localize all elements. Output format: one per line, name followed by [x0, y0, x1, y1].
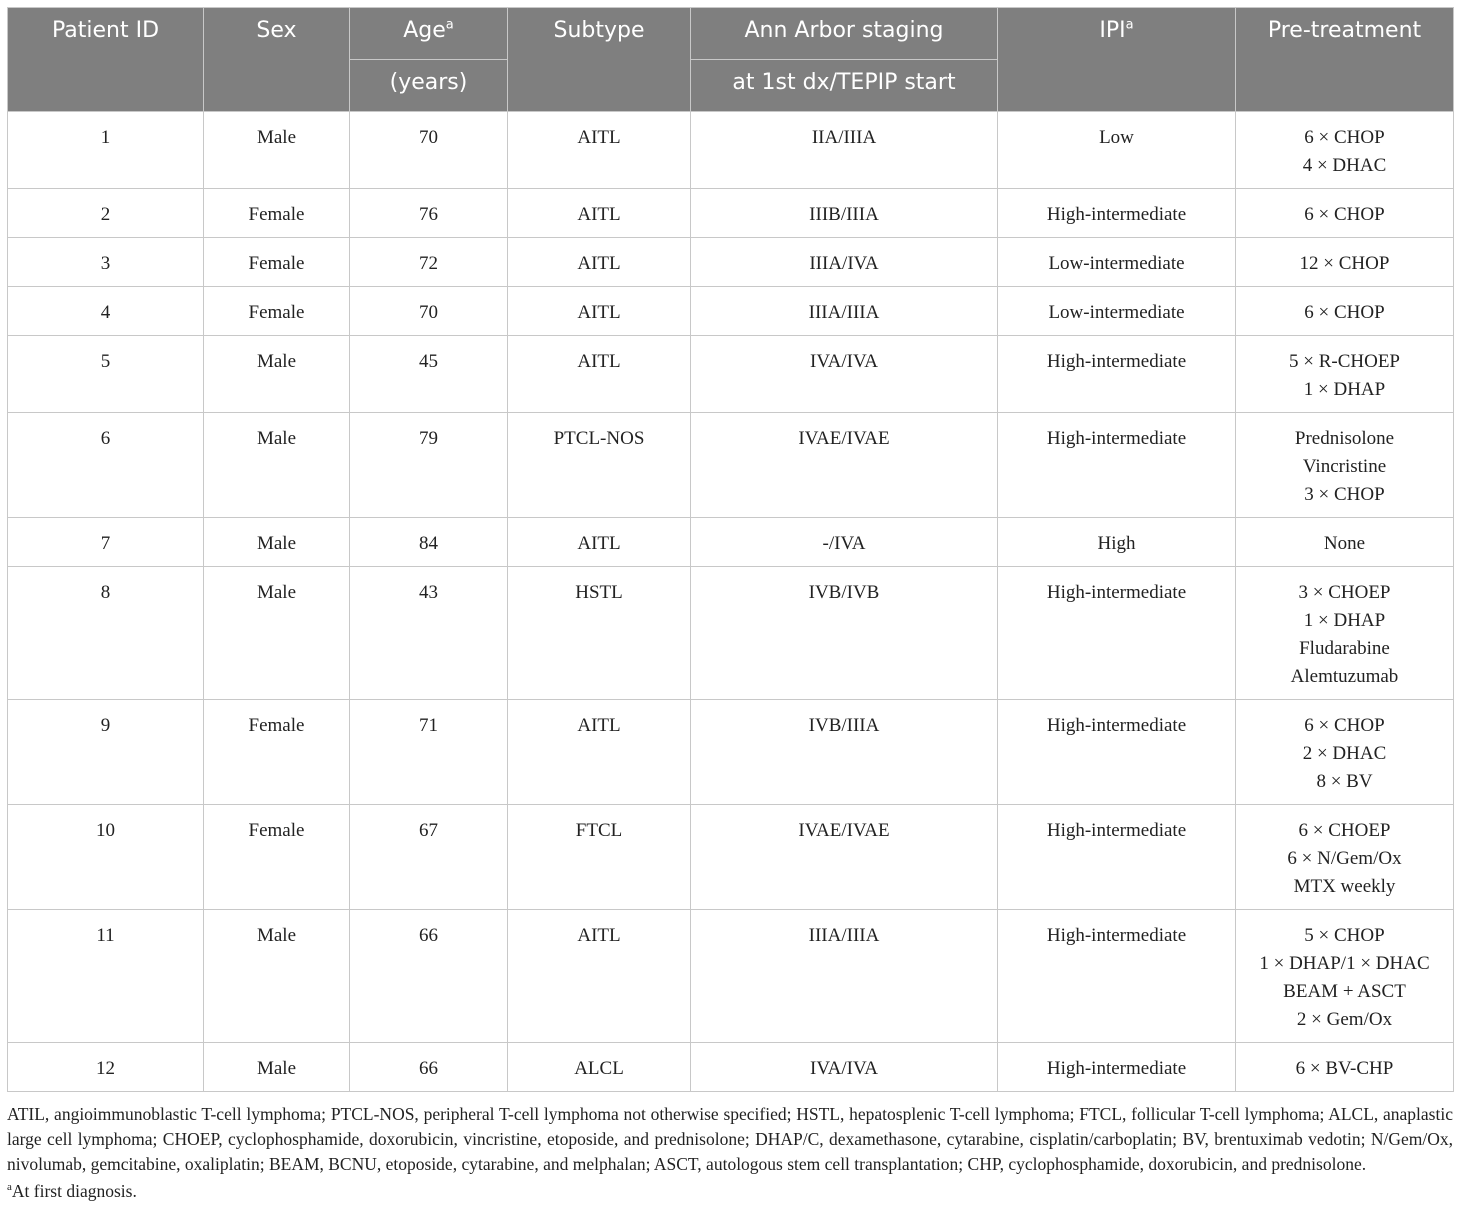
pretreatment-line: Vincristine: [1302, 456, 1387, 477]
table-row: [8, 413, 1454, 518]
cell-ipi: High-intermediate: [998, 700, 1236, 805]
pretreatment-line: 5 × CHOP: [1304, 925, 1385, 946]
cell-patient-id: 9: [8, 700, 204, 805]
table-container: [7, 7, 1453, 1206]
cell-subtype: AITL: [508, 112, 691, 189]
cell-age: 43: [350, 567, 508, 700]
cell-patient-id: 10: [8, 805, 204, 910]
header-ann-arbor-sub: at 1st dx/TEPIP start: [691, 60, 998, 112]
cell-staging: IIIA/IIIA: [691, 287, 998, 336]
cell-patient-id: 4: [8, 287, 204, 336]
cell-age: 71: [350, 700, 508, 805]
cell-ipi: High-intermediate: [998, 189, 1236, 238]
pretreatment-line: 5 × R-CHOEP: [1288, 351, 1400, 372]
cell-patient-id: 5: [8, 336, 204, 413]
table-row: [8, 805, 1454, 910]
pretreatment-line: Prednisolone: [1294, 428, 1395, 449]
cell-pretreatment: [1236, 700, 1454, 805]
cell-patient-id: 6: [8, 413, 204, 518]
cell-subtype: AITL: [508, 238, 691, 287]
footnote-marker: a: [445, 17, 454, 33]
cell-subtype: AITL: [508, 287, 691, 336]
cell-subtype: AITL: [508, 518, 691, 567]
cell-staging: IIIA/IVA: [691, 238, 998, 287]
pretreatment-line: 1 × DHAP: [1303, 379, 1386, 400]
cell-sex: Male: [204, 518, 350, 567]
pretreatment-line: 6 × CHOP: [1304, 715, 1385, 736]
header-age: Age$^a$: [350, 8, 508, 60]
cell-staging: IVAE/IVAE: [691, 805, 998, 910]
cell-sex: Male: [204, 336, 350, 413]
cell-patient-id: 8: [8, 567, 204, 700]
cell-sex: Male: [204, 910, 350, 1043]
cell-age: 66: [350, 910, 508, 1043]
cell-sex: Female: [204, 287, 350, 336]
cell-ipi: High-intermediate: [998, 413, 1236, 518]
header-age-unit: (years): [350, 60, 508, 112]
pretreatment-line: 4 × DHAC: [1302, 155, 1387, 176]
cell-subtype: AITL: [508, 910, 691, 1043]
cell-ipi: Low-intermediate: [998, 238, 1236, 287]
table-row: [8, 189, 1454, 238]
cell-sex: Male: [204, 1043, 350, 1092]
pretreatment-line: 2 × DHAC: [1302, 743, 1387, 764]
pretreatment-line: 6 × CHOP: [1304, 302, 1385, 323]
cell-sex: Female: [204, 805, 350, 910]
cell-ipi: High-intermediate: [998, 567, 1236, 700]
cell-age: 76: [350, 189, 508, 238]
cell-patient-id: 2: [8, 189, 204, 238]
header-ann-arbor: Ann Arbor staging: [691, 8, 998, 60]
cell-staging: IIA/IIIA: [691, 112, 998, 189]
cell-ipi: Low: [998, 112, 1236, 189]
cell-sex: Male: [204, 567, 350, 700]
pretreatment-line: 3 × CHOP: [1304, 484, 1385, 505]
cell-sex: Male: [204, 112, 350, 189]
table-row: [8, 700, 1454, 805]
table-row: [8, 910, 1454, 1043]
cell-age: 67: [350, 805, 508, 910]
cell-pretreatment: [1236, 287, 1454, 336]
cell-ipi: High: [998, 518, 1236, 567]
cell-staging: IVA/IVA: [691, 336, 998, 413]
header-pretreatment: Pre-treatment: [1236, 8, 1454, 112]
cell-sex: Male: [204, 413, 350, 518]
cell-patient-id: 1: [8, 112, 204, 189]
pretreatment-line: 6 × CHOP: [1304, 204, 1385, 225]
cell-ipi: High-intermediate: [998, 1043, 1236, 1092]
cell-staging: -/IVA: [691, 518, 998, 567]
cell-staging: IVB/IVB: [691, 567, 998, 700]
pretreatment-line: 6 × CHOEP: [1298, 820, 1391, 841]
cell-pretreatment: [1236, 567, 1454, 700]
pretreatment-line: Fludarabine: [1299, 638, 1390, 659]
footnote-marker: a: [1125, 17, 1134, 33]
table-row: [8, 518, 1454, 567]
footnote-a: $^a$At first diagnosis.: [7, 1181, 137, 1201]
table-body: [8, 112, 1454, 1092]
pretreatment-line: 8 × BV: [1316, 771, 1373, 792]
cell-patient-id: 12: [8, 1043, 204, 1092]
patient-characteristics-table: [7, 7, 1454, 1092]
cell-pretreatment: [1236, 336, 1454, 413]
cell-subtype: ALCL: [508, 1043, 691, 1092]
header-ipi: IPI$^a$: [998, 8, 1236, 112]
cell-subtype: PTCL-NOS: [508, 413, 691, 518]
cell-ipi: High-intermediate: [998, 336, 1236, 413]
table-row: [8, 1043, 1454, 1092]
cell-pretreatment: [1236, 805, 1454, 910]
cell-sex: Female: [204, 700, 350, 805]
cell-subtype: AITL: [508, 700, 691, 805]
pretreatment-line: 6 × N/Gem/Ox: [1287, 848, 1402, 869]
cell-subtype: AITL: [508, 189, 691, 238]
header-patient-id: Patient ID: [8, 8, 204, 112]
table-row: [8, 287, 1454, 336]
cell-patient-id: 11: [8, 910, 204, 1043]
cell-pretreatment: [1236, 238, 1454, 287]
cell-ipi: High-intermediate: [998, 910, 1236, 1043]
cell-age: 72: [350, 238, 508, 287]
cell-pretreatment: [1236, 518, 1454, 567]
cell-patient-id: 7: [8, 518, 204, 567]
cell-subtype: HSTL: [508, 567, 691, 700]
footnote-marker: a: [7, 1181, 12, 1194]
cell-staging: IIIB/IIIA: [691, 189, 998, 238]
cell-age: 66: [350, 1043, 508, 1092]
cell-age: 84: [350, 518, 508, 567]
cell-subtype: AITL: [508, 336, 691, 413]
table-header: [8, 8, 1454, 112]
header-sex: Sex: [204, 8, 350, 112]
cell-age: 45: [350, 336, 508, 413]
cell-sex: Female: [204, 189, 350, 238]
pretreatment-line: 6 × BV-CHP: [1295, 1058, 1394, 1079]
pretreatment-line: Alemtuzumab: [1290, 666, 1399, 687]
cell-subtype: FTCL: [508, 805, 691, 910]
table-row: [8, 238, 1454, 287]
abbreviations-note: ATIL, angioimmunoblastic T-cell lymphoma; PTCL-NOS, peripheral T-cell lymphoma not otherwise specified; HSTL, hepatosplenic T-cell lymphoma; FTCL, follicular T-cell lymphoma; ALCL, anaplastic large cell lymphoma; CHOEP, cyclophosphamide, doxorubicin, vincristine, etoposide, and prednisolone; DHAP/C, dexamethasone, cytarabine, cisplatin/carboplatin; BV, brentuximab vedotin; N/Gem/Ox, nivolumab, gemcitabine, oxaliplatin; BEAM, BCNU, etoposide, cytarabine, and melphalan; ASCT, autologous stem cell transplantation; CHP, cyclophosphamide, doxorubicin, and prednisolone.: [7, 1104, 1453, 1174]
cell-staging: IVAE/IVAE: [691, 413, 998, 518]
cell-pretreatment: [1236, 910, 1454, 1043]
table-row: [8, 112, 1454, 189]
cell-sex: Female: [204, 238, 350, 287]
pretreatment-line: BEAM + ASCT: [1283, 981, 1406, 1002]
pretreatment-line: 6 × CHOP: [1304, 127, 1385, 148]
pretreatment-line: 2 × Gem/Ox: [1296, 1009, 1393, 1030]
cell-staging: IIIA/IIIA: [691, 910, 998, 1043]
cell-pretreatment: [1236, 1043, 1454, 1092]
cell-pretreatment: [1236, 112, 1454, 189]
table-footnotes: [7, 1102, 1453, 1204]
pretreatment-line: 1 × DHAP/1 × DHAC: [1259, 953, 1430, 974]
cell-pretreatment: [1236, 413, 1454, 518]
pretreatment-line: None: [1323, 533, 1366, 554]
pretreatment-line: 1 × DHAP: [1303, 610, 1386, 631]
cell-ipi: High-intermediate: [998, 805, 1236, 910]
cell-pretreatment: [1236, 189, 1454, 238]
table-row: [8, 336, 1454, 413]
cell-staging: IVA/IVA: [691, 1043, 998, 1092]
pretreatment-line: 12 × CHOP: [1299, 253, 1390, 274]
cell-age: 79: [350, 413, 508, 518]
header-subtype: Subtype: [508, 8, 691, 112]
cell-staging: IVB/IIIA: [691, 700, 998, 805]
cell-patient-id: 3: [8, 238, 204, 287]
table-row: [8, 567, 1454, 700]
pretreatment-line: 3 × CHOEP: [1298, 582, 1391, 603]
cell-ipi: Low-intermediate: [998, 287, 1236, 336]
cell-age: 70: [350, 112, 508, 189]
pretreatment-line: MTX weekly: [1293, 876, 1396, 897]
cell-age: 70: [350, 287, 508, 336]
